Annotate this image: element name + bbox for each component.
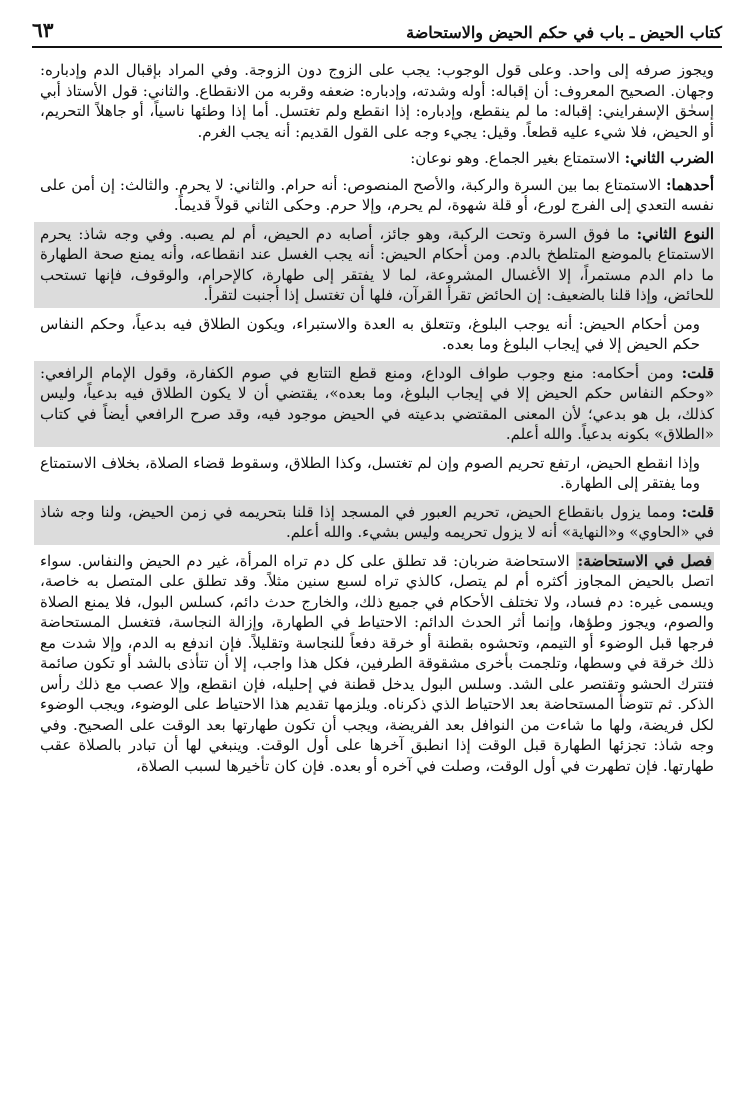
paragraph-heading: النوع الثاني: — [636, 224, 714, 243]
header-rule — [32, 46, 722, 48]
paragraph-text: وإذا انقطع الحيض، ارتفع تحريم الصوم وإن لم تغتسل، وكذا الطلاق، وسقوط قضاء الصلاة، بخلاف الاستمتاع وما يفتقر إلى الطهارة. — [40, 453, 700, 492]
paragraph-heading: قلت: — [681, 502, 714, 521]
page-body — [40, 60, 714, 782]
paragraph-heading: الضرب الثاني: — [624, 149, 714, 167]
paragraph-2 — [40, 148, 714, 169]
paragraph-text: الاستمتاع بما بين السرة والركبة، والأصح المنصوص: أنه حرام. والثاني: لا يحرم. والثالث: إن أمن على نفسه التعدي إلى الفرج لورع، أو قلة شهوة، لم يحرم، وإلا حرم. وحكى الثاني قولاً قديماً. — [40, 175, 714, 214]
running-header — [32, 14, 722, 42]
paragraph-text: ومن أحكام الحيض: أنه يوجب البلوغ، وتتعلق به العدة والاستبراء، ويكون الطلاق فيه بدعياً، وحكم النفاس حكم الحيض إلا في إيجاب البلوغ وما بعده. — [40, 314, 700, 353]
paragraph-heading: قلت: — [681, 363, 714, 382]
paragraph-8 — [34, 500, 720, 545]
paragraph-1 — [40, 60, 714, 142]
paragraph-heading: أحدهما: — [665, 175, 714, 194]
paragraph-9 — [40, 551, 714, 777]
paragraph-3 — [40, 175, 714, 216]
page-number: ٦٣ — [32, 18, 54, 42]
paragraph-5 — [40, 314, 714, 355]
section-heading: فصل في الاستحاضة: — [577, 551, 712, 570]
header-title: كتاب الحيض ـ باب في حكم الحيض والاستحاضة — [406, 23, 722, 42]
paragraph-text: ويجوز صرفه إلى واحد. وعلى قول الوجوب: يجب على الزوج دون الزوجة. وفي المراد بإقبال الدم وإدباره: وجهان. الصحيح المعروف: أن إقباله: أوله وشدته، وإدباره: ضعفه وقربه من الانقطاع. والثاني: قول الأستاذ أبي إسحٰق الإسفرايني: إقباله: ما لم ينقطع، وإدباره: إذا انقطع ولم تغتسل. أما إذا وطئها ناسياً، أو جاهلاً التحريم، أو الحيض، فلا شيء عليه قطعاً. وقيل: يجيء وجه على القول القديم: أنه يجب الغرم. — [40, 61, 714, 141]
paragraph-text: ومما يزول بانقطاع الحيض، تحريم العبور في المسجد إذا قلنا بتحريمه في زمن الحيض، ولنا وجه شاذ في «الحاوي» و«النهاية» أنه لا يزول تحريمه وليس بشيء. والله أعلم. — [40, 502, 714, 541]
paragraph-text: ومن أحكامه: منع وجوب طواف الوداع، ومنع قطع التتابع في صوم الكفارة، وقول الإمام الرافعي: «وحكم النفاس حكم الحيض إلا في إيجاب البلوغ، وما بعده»، يقتضي أن لا يكون الطلاق فيه بدعياً، وليس كذلك، بل هو بدعي؛ لأن المعنى المقتضي بدعيته في الحيض موجود فيه، وقد صرح الرافعي أيضاً في كتاب «الطلاق» بكونه بدعياً. والله أعلم. — [40, 363, 714, 443]
paragraph-text: ما فوق السرة وتحت الركبة، وهو جائز، أصابه دم الحيض، أم لم يصبه. وفي وجه شاذ: يحرم الاستمتاع بالموضع المتلطخ بالدم. ومن أحكام الحيض: أنه يجب الغسل عند انقطاعه، وأنه يمنع صحة الطهارة ما دام الدم مستمراً، إلا الأغسال المشروعة، لما لا يفتقر إلى طهارة، كالإحرام، والوقوف، فإنها تستحب للحائض، وإذا قلنا بالضعيف: إن الحائض تقرأ القرآن، فلها أن تغتسل إذا أجنبت لتقرأ. — [40, 224, 714, 304]
paragraph-text: الاستمتاع بغير الجماع. وهو نوعان: — [410, 149, 625, 167]
paragraph-4 — [34, 222, 720, 308]
paragraph-7 — [40, 453, 714, 494]
paragraph-6 — [34, 361, 720, 447]
paragraph-text: الاستحاضة ضربان: قد تطلق على كل دم تراه المرأة، غير دم الحيض والنفاس. سواء اتصل بالحيض المجاوز أكثره أم لم يتصل، كالذي تراه لسبع سنين مثلاً. وقد تطلق على المتصل به خاصة، ويسمى غيره: دم فساد، ولا تختلف الأحكام في جميع ذلك، والخارج حدث دائم، كسلس البول، فلا يمنع الصلاة والصوم، ويجوز وطؤها، وإنما أثر الحدث الدائم: الاحتياط في الطهارة، وإزالة النجاسة، فتغسل المستحاضة فرجها قبل الوضوء أو التيمم، وتحشوه بقطنة أو خرقة دفعاً للنجاسة وتقليلاً. فإن اندفع به الدم، وإلا شدت مع ذلك خرقة في وسطها، وتلجمت بأخرى مشقوقة الطرفين، فكل هذا واجب، إلا أن تتأذى بالشد أو تكون صائمة فتترك الحشو وتقتصر على الشد. وسلس البول يدخل قطنة في إحليله، فإن انقطع، وإلا عصب مع ذلك رأس الذكر. ثم تتوضأ المستحاضة بعد الاحتياط الذي ذكرناه. ويلزمها تقديم هذا الاحتياط على الوضوء، ويجب الوضوء لكل فريضة، ولها ما شاءت من النوافل بعد الفريضة، ويجب أن تكون طهارتها بعد الوقت على الصحيح. وفي وجه شاذ: تجزئها الطهارة قبل الوقت إذا انطبق آخرها على أول الوقت. وينبغي لها أن تبادر بالصلاة عقب طهارتها. فإن تطهرت في أول الوقت، وصلت في آخره أو بعده. فإن كان تأخيرها لسبب الصلاة، — [40, 551, 714, 775]
